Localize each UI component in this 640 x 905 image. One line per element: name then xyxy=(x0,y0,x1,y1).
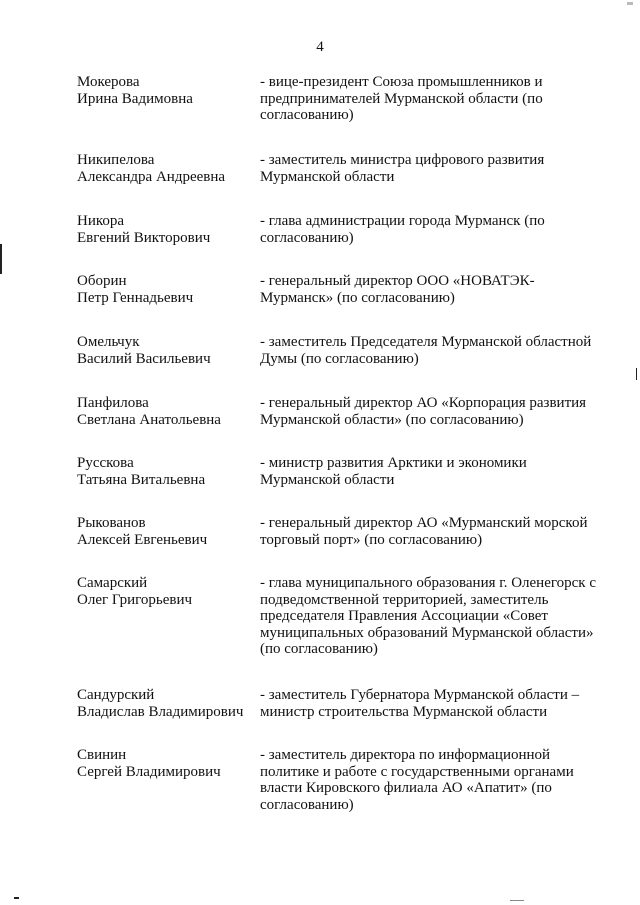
scan-corner-mark xyxy=(627,2,633,5)
member-surname: Панфилова xyxy=(77,395,149,411)
member-role xyxy=(260,687,590,720)
member-name xyxy=(77,455,257,488)
member-given-names: Василий Васильевич xyxy=(77,350,211,367)
member-given-names: Олег Григорьевич xyxy=(77,591,193,608)
member-role-line: - глава администрации города Мурманск (по xyxy=(260,213,545,229)
member-surname: Свинин xyxy=(77,747,127,763)
member-surname: Сандурский xyxy=(77,687,155,703)
member-given-names: Алексей Евгеньевич xyxy=(77,531,208,548)
member-role-line: - генеральный директор АО «Мурманский морской xyxy=(260,515,588,531)
member-given-names: Татьяна Витальевна xyxy=(77,471,206,488)
member-role-line: - генеральный директор ООО «НОВАТЭК- xyxy=(260,273,535,289)
member-given-names: Петр Геннадьевич xyxy=(77,289,194,306)
member-role-line: согласованию) xyxy=(260,796,354,813)
scan-margin-mark xyxy=(0,244,2,274)
member-name xyxy=(77,74,257,107)
member-given-names: Евгений Викторович xyxy=(77,229,211,246)
member-name xyxy=(77,213,257,246)
member-role xyxy=(260,273,590,306)
page-number: 4 xyxy=(316,39,324,55)
member-role-line: Мурманской области xyxy=(260,471,395,488)
member-name xyxy=(77,273,257,306)
member-role-line: - заместитель министра цифрового развития xyxy=(260,152,545,168)
member-role-line: - заместитель директора по информационной xyxy=(260,747,551,763)
member-name xyxy=(77,395,257,428)
member-role-line: - глава муниципального образования г. Оленегорск с xyxy=(260,575,596,591)
member-surname: Рыкованов xyxy=(77,515,146,531)
member-role-line: согласованию) xyxy=(260,107,354,123)
scan-bottom-mark xyxy=(510,900,524,901)
scan-edge-mark xyxy=(636,368,637,380)
member-given-names: Светлана Анатольевна xyxy=(77,411,221,428)
member-name xyxy=(77,747,257,780)
member-role xyxy=(260,334,590,367)
member-role-line: - вице-президент Союза промышленников и xyxy=(260,74,543,90)
member-role-line: подведомственной территорией, заместитель xyxy=(260,591,549,608)
member-role-line: согласованию) xyxy=(260,229,354,246)
member-surname: Никора xyxy=(77,213,125,229)
member-role xyxy=(260,515,590,548)
member-role-line: (по согласованию) xyxy=(260,641,378,657)
member-role-line: политике и работе с государственными органами xyxy=(260,763,574,780)
member-given-names: Ирина Вадимовна xyxy=(77,90,193,107)
member-role xyxy=(260,395,590,428)
member-role-line: - министр развития Арктики и экономики xyxy=(260,455,527,471)
member-role-line: - заместитель Председателя Мурманской областной xyxy=(260,334,592,350)
member-role-line: муниципальных образований Мурманской области» xyxy=(260,624,594,641)
member-given-names: Сергей Владимирович xyxy=(77,763,221,780)
member-surname: Оборин xyxy=(77,273,127,289)
member-name xyxy=(77,152,257,185)
member-role xyxy=(260,747,590,813)
member-surname: Русскова xyxy=(77,455,134,471)
member-name xyxy=(77,687,257,720)
member-surname: Никипелова xyxy=(77,152,155,168)
member-surname: Омельчук xyxy=(77,334,140,350)
member-role-line: Мурманск» (по согласованию) xyxy=(260,289,455,306)
member-name xyxy=(77,575,257,608)
member-role xyxy=(260,74,590,124)
member-surname: Самарский xyxy=(77,575,148,591)
member-role-line: торговый порт» (по согласованию) xyxy=(260,531,483,548)
member-role-line: Мурманской области» (по согласованию) xyxy=(260,411,524,428)
member-role xyxy=(260,575,596,658)
member-role-line: - заместитель Губернатора Мурманской области – xyxy=(260,687,580,703)
member-role-line: - генеральный директор АО «Корпорация развития xyxy=(260,395,587,411)
member-surname: Мокерова xyxy=(77,74,140,90)
member-given-names: Александра Андреевна xyxy=(77,168,226,185)
member-name xyxy=(77,515,257,548)
member-name xyxy=(77,334,257,367)
member-role-line: власти Кировского филиала АО «Апатит» (по xyxy=(260,780,552,796)
member-role-line: предпринимателей Мурманской области (по xyxy=(260,90,543,107)
scan-corner-mark xyxy=(14,897,19,899)
member-given-names: Владислав Владимирович xyxy=(77,703,244,720)
member-role-line: министр строительства Мурманской области xyxy=(260,703,548,720)
member-role-line: Думы (по согласованию) xyxy=(260,350,419,367)
member-role xyxy=(260,152,590,185)
member-role-line: Мурманской области xyxy=(260,168,395,185)
member-role xyxy=(260,213,590,246)
member-role xyxy=(260,455,590,488)
member-role-line: председателя Правления Ассоциации «Совет xyxy=(260,608,548,624)
